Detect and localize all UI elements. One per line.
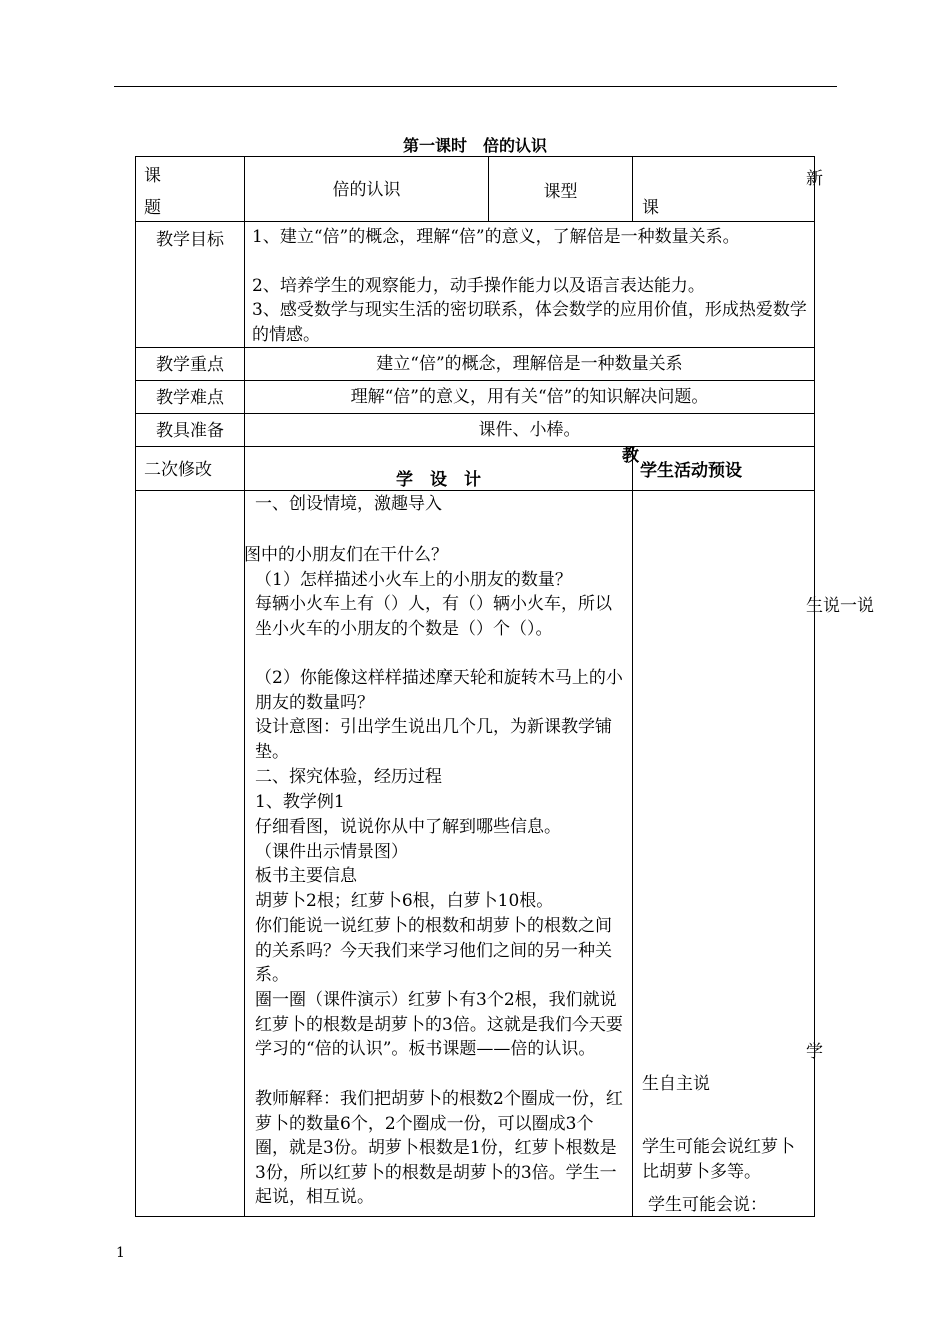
design-line: 二、探究体验，经历过程	[255, 767, 442, 787]
table-border-left	[135, 156, 136, 1217]
table-border-top	[135, 156, 815, 157]
header-rule	[114, 86, 837, 87]
type-value-2: 课	[642, 198, 659, 218]
design-line: 板书主要信息	[255, 866, 357, 886]
design-line: （1）怎样描述小火车上的小朋友的数量？	[255, 570, 572, 590]
row-divider	[135, 221, 815, 222]
design-paragraph: 每辆小火车上有（）人，有（）辆小火车，所以坐小火车的小朋友的个数是（）个（）。	[255, 594, 612, 639]
key-label: 教学重点	[156, 355, 224, 375]
jiao-char: 教	[622, 446, 639, 466]
row-divider	[135, 380, 815, 381]
page-number: 1	[116, 1245, 125, 1261]
design-line: 1、教学例1	[255, 792, 345, 812]
design-line: 图中的小朋友们在干什么？	[244, 545, 448, 565]
row-divider	[135, 446, 815, 447]
design-line: （课件出示情景图）	[255, 842, 408, 862]
tools-label: 教具准备	[156, 421, 224, 441]
design-line: 胡萝卜2根；红萝卜6根，白萝卜10根。	[255, 891, 554, 911]
tools-text: 课件、小棒。	[478, 420, 581, 440]
topic-label-1: 课	[144, 166, 161, 186]
row-divider	[135, 413, 815, 414]
topic-label-2: 题	[144, 198, 161, 218]
design-paragraph: 圈一圈（课件演示）红萝卜有3个2根，我们就说红萝卜的根数是胡萝卜的3倍。这就是我们今天要学习的“倍的认识”。板书课题——倍的认识。	[255, 990, 623, 1059]
type-label: 课型	[543, 182, 578, 202]
design-header: 学 设 计	[396, 470, 481, 490]
design-line: 仔细看图，说说你从中了解到哪些信息。	[255, 817, 561, 837]
activity-note: 生说一说	[806, 596, 874, 616]
key-text: 建立“倍”的概念，理解倍是一种数量关系	[376, 354, 683, 374]
page-title: 第一课时 倍的认识	[402, 136, 547, 155]
activity-note: 学生可能会说红萝卜比胡萝卜多等。	[642, 1137, 795, 1182]
difficulty-text: 理解“倍”的意义，用有关“倍”的知识解决问题。	[350, 387, 709, 407]
activity-note: 学	[806, 1042, 823, 1062]
activity-note: 生自主说	[642, 1074, 710, 1094]
difficulty-label: 教学难点	[156, 388, 224, 408]
revise-label: 二次修改	[144, 460, 212, 480]
column-divider	[632, 446, 633, 1217]
activity-note: 学生可能会说：	[648, 1195, 767, 1215]
goals-label: 教学目标	[156, 230, 224, 250]
topic-value: 倍的认识	[332, 180, 401, 200]
goal-3: 3、感受数学与现实生活的密切联系，体会数学的应用价值，形成热爱数学的情感。	[252, 300, 807, 345]
design-paragraph: （2）你能像这样样描述摩天轮和旋转木马上的小朋友的数量吗？	[255, 668, 623, 713]
design-paragraph: 你们能说一说红萝卜的根数和胡萝卜的根数之间的关系吗？今天我们来学习他们之间的另一种关系。	[255, 916, 612, 985]
goal-1: 1、建立“倍”的概念，理解“倍”的意义，了解倍是一种数量关系。	[252, 227, 740, 247]
goal-2: 2、培养学生的观察能力，动手操作能力以及语言表达能力。	[252, 276, 705, 296]
design-paragraph: 设计意图：引出学生说出几个几，为新课教学铺垫。	[255, 717, 612, 762]
activity-header: 学生活动预设	[640, 461, 742, 481]
design-line: 一、创设情境，激趣导入	[255, 494, 442, 514]
type-value-1: 新	[806, 169, 823, 189]
design-paragraph: 教师解释：我们把胡萝卜的根数2个圈成一份，红萝卜的数量6个，2个圈成一份，可以圈成3个圈，就是3份。胡萝卜根数是1份，红萝卜根数是3份，所以红萝卜的根数是胡萝卜的3倍。学生一起说，相互说。	[255, 1089, 623, 1207]
column-divider	[244, 156, 245, 1217]
column-divider	[632, 156, 633, 221]
row-divider	[135, 347, 815, 348]
